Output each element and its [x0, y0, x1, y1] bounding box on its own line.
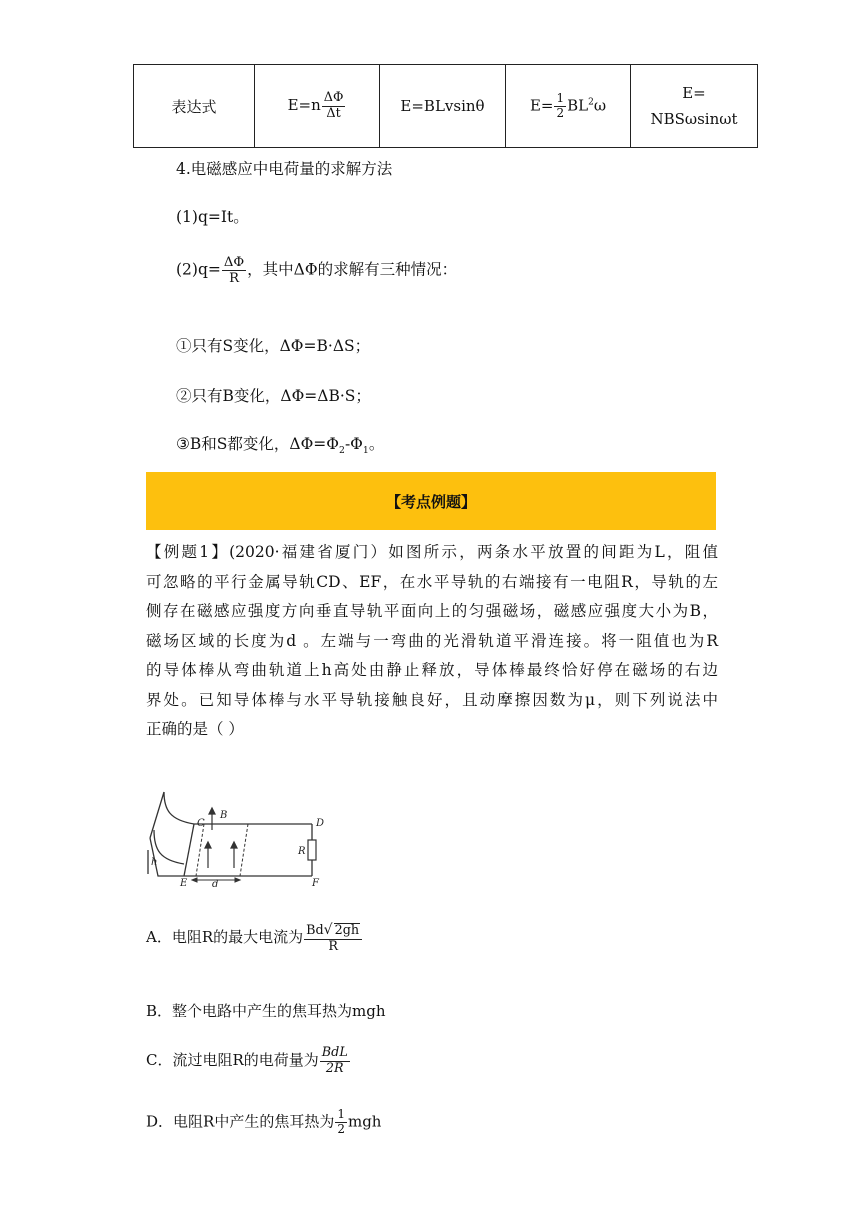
label-E: E [180, 878, 188, 889]
case-1: ①只有S变化，ΔΦ=B·ΔS； [176, 337, 371, 355]
table-row [134, 65, 758, 148]
option-a: A．电阻R的最大电流为 $\frac{Bd√ 2gh}{R}$ [146, 922, 363, 954]
formula-faraday: E=n $\frac{\Delta\Phi}{\Delta t}$ [255, 65, 380, 148]
row-label: 表达式 [134, 65, 255, 148]
formula-motional: E=BLvsinθ [380, 65, 506, 148]
case-2: ②只有B变化，ΔΦ=ΔB·S； [176, 387, 371, 405]
formula-rotating-coil: E= NBSωsinωt [631, 65, 758, 148]
label-R: R [298, 846, 306, 857]
label-C: C [197, 818, 205, 829]
resistor-symbol [308, 840, 316, 860]
option-b: B．整个电路中产生的焦耳热为mgh [146, 1002, 386, 1020]
option-d: D．电阻R中产生的焦耳热为 $\frac{1}{2}$ mgh [146, 1107, 382, 1136]
case-3: ③B和S都变化，$\Delta\Phi=\Phi_2-\Phi_1$。 [176, 435, 385, 457]
question-line: 的导体棒从弯曲轨道上h高处由静止释放，导体棒最终恰好停在磁场的右边 [146, 661, 718, 679]
section-heading: 4.电磁感应中电荷量的求解方法 [176, 160, 393, 178]
expression-table [133, 64, 758, 148]
question-line: 界处。已知导体棒与水平导轨接触良好，且动摩擦因数为μ，则下列说法中 [146, 690, 718, 709]
section-banner: 【考点例题】 [146, 472, 716, 530]
rail-diagram [144, 790, 334, 890]
example-question [146, 538, 718, 745]
label-h: h [151, 857, 158, 868]
charge-formula-1: (1)q=It。 [176, 208, 249, 226]
question-line: 正确的是（ ） [146, 720, 244, 738]
label-F: F [312, 878, 319, 889]
label-d: d [212, 879, 219, 890]
label-D: D [316, 818, 325, 829]
question-line: 磁场区域的长度为d 。左端与一弯曲的光滑轨道平滑连接。将一阻值也为R [146, 631, 718, 650]
question-line: 【例题1】(2020·福建省厦门）如图所示，两条水平放置的间距为L，阻值 [146, 543, 718, 561]
option-c: C．流过电阻R的电荷量为 $\frac{\text{BdL}}{2R}$ [146, 1045, 348, 1076]
question-line: 侧存在磁感应强度方向垂直导轨平面向上的匀强磁场，磁感应强度大小为B， [146, 602, 718, 620]
question-line: 可忽略的平行金属导轨CD、EF，在水平导轨的右端接有一电阻R，导轨的左 [146, 572, 718, 591]
label-B: B [220, 810, 228, 821]
charge-formula-2: (2)q= $\frac{\Delta\Phi}{R}$ ，其中ΔΦ的求解有三种情况： [176, 255, 458, 287]
formula-rotating-rod: E= $\frac{1}{2}$ $BL^2\omega$ [506, 65, 631, 148]
